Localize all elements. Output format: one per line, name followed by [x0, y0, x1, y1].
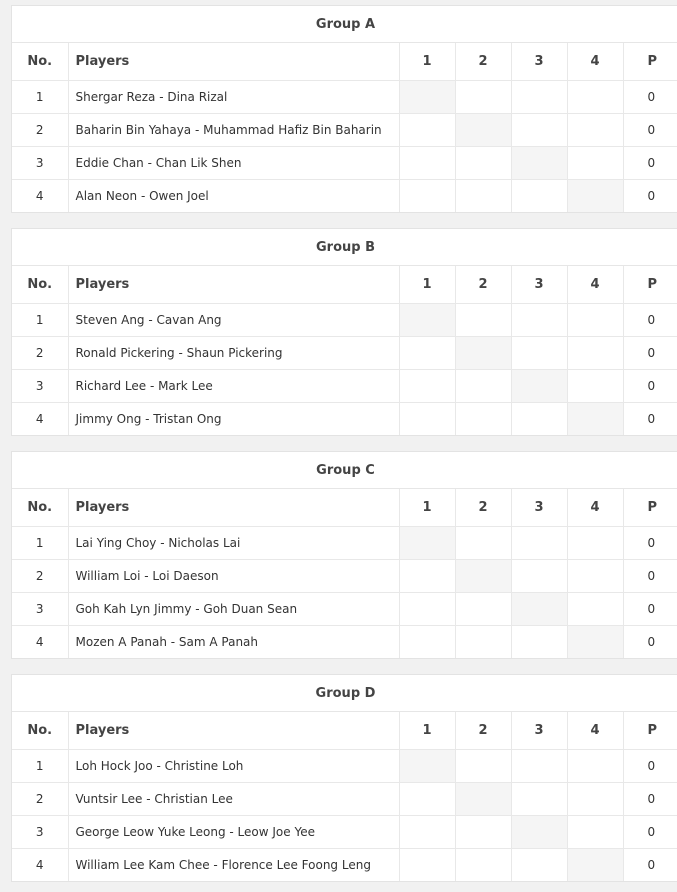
self-match-cell	[567, 625, 623, 658]
player-pair: Lai Ying Choy - Nicholas Lai	[68, 526, 399, 559]
match-result-cell	[399, 336, 455, 369]
match-result-cell	[567, 369, 623, 402]
player-pair: William Loi - Loi Daeson	[68, 559, 399, 592]
match-result-cell	[511, 782, 567, 815]
match-result-cell	[455, 592, 511, 625]
match-result-cell	[399, 815, 455, 848]
player-pair: Vuntsir Lee - Christian Lee	[68, 782, 399, 815]
match-result-cell	[455, 625, 511, 658]
column-header-match-4: 4	[567, 43, 623, 80]
points-cell: 0	[647, 188, 656, 203]
header-row	[12, 266, 677, 303]
match-result-cell	[511, 526, 567, 559]
self-match-cell	[567, 179, 623, 212]
match-result-cell	[567, 113, 623, 146]
header-row	[12, 712, 677, 749]
row-number: 2	[12, 782, 68, 815]
column-header-match-2: 2	[455, 266, 511, 303]
self-match-cell	[511, 369, 567, 402]
table-row	[12, 782, 677, 815]
header-row	[12, 43, 677, 80]
column-header-points: P	[623, 489, 677, 526]
table-row	[12, 336, 677, 369]
match-result-cell	[455, 848, 511, 881]
column-header-match-3: 3	[511, 266, 567, 303]
column-header-no: No.	[12, 266, 68, 303]
match-result-cell	[455, 815, 511, 848]
standings-table	[12, 43, 677, 212]
match-result-cell	[567, 80, 623, 113]
self-match-cell	[399, 80, 455, 113]
points-cell: 0	[623, 146, 677, 179]
points-cell: 0	[623, 80, 677, 113]
player-pair: Alan Neon - Owen Joel	[68, 179, 399, 212]
player-pair: Mozen A Panah - Sam A Panah	[68, 625, 399, 658]
match-result-cell	[567, 146, 623, 179]
match-result-cell	[399, 848, 455, 881]
table-row	[12, 592, 677, 625]
self-match-cell	[399, 526, 455, 559]
table-row	[12, 402, 677, 435]
column-header-match-1: 1	[399, 266, 455, 303]
match-result-cell	[511, 402, 567, 435]
group-table-b	[11, 228, 677, 436]
column-header-players: Players	[68, 489, 399, 526]
group-table-a	[11, 5, 677, 213]
self-match-cell	[455, 559, 511, 592]
match-result-cell	[567, 782, 623, 815]
player-pair: Baharin Bin Yahaya - Muhammad Hafiz Bin Baharin	[68, 113, 399, 146]
column-header-points: P	[623, 43, 677, 80]
column-header-points: P	[623, 266, 677, 303]
match-result-cell	[399, 592, 455, 625]
row-number: 4	[12, 179, 68, 212]
self-match-cell	[399, 303, 455, 336]
match-result-cell	[567, 336, 623, 369]
row-number: 2	[12, 336, 68, 369]
column-header-match-2: 2	[455, 712, 511, 749]
match-result-cell	[511, 80, 567, 113]
points-cell: 0	[647, 634, 656, 649]
self-match-cell	[567, 848, 623, 881]
self-match-cell	[399, 749, 455, 782]
table-row	[12, 526, 677, 559]
match-result-cell	[455, 303, 511, 336]
match-result-cell	[399, 113, 455, 146]
match-result-cell	[511, 179, 567, 212]
row-number: 1	[12, 80, 68, 113]
table-row	[12, 848, 677, 881]
group-title: Group A	[12, 6, 677, 43]
column-header-match-1: 1	[399, 43, 455, 80]
self-match-cell	[455, 113, 511, 146]
player-pair: Goh Kah Lyn Jimmy - Goh Duan Sean	[68, 592, 399, 625]
table-row	[12, 80, 677, 113]
column-header-match-4: 4	[567, 712, 623, 749]
points-cell: 0	[623, 749, 677, 782]
match-result-cell	[567, 592, 623, 625]
table-row	[12, 179, 677, 212]
self-match-cell	[511, 592, 567, 625]
row-number: 1	[12, 526, 68, 559]
group-table-c	[11, 451, 677, 659]
row-number: 3	[12, 815, 68, 848]
points-cell: 0	[623, 559, 677, 592]
row-number: 3	[12, 592, 68, 625]
player-pair: Shergar Reza - Dina Rizal	[68, 80, 399, 113]
points-cell: 0	[647, 411, 656, 426]
row-number: 4	[12, 402, 68, 435]
match-result-cell	[567, 749, 623, 782]
match-result-cell	[511, 848, 567, 881]
row-number: 1	[12, 749, 68, 782]
column-header-match-3: 3	[511, 489, 567, 526]
match-result-cell	[399, 369, 455, 402]
group-title: Group C	[12, 452, 677, 489]
player-pair: Ronald Pickering - Shaun Pickering	[68, 336, 399, 369]
column-header-points: P	[623, 712, 677, 749]
match-result-cell	[567, 526, 623, 559]
player-pair: Jimmy Ong - Tristan Ong	[68, 402, 399, 435]
column-header-match-3: 3	[511, 712, 567, 749]
row-number: 2	[12, 559, 68, 592]
match-result-cell	[399, 402, 455, 435]
match-result-cell	[511, 113, 567, 146]
points-cell: 0	[623, 782, 677, 815]
match-result-cell	[455, 526, 511, 559]
match-result-cell	[455, 369, 511, 402]
points-cell: 0	[647, 857, 656, 872]
points-cell: 0	[623, 303, 677, 336]
player-pair: Richard Lee - Mark Lee	[68, 369, 399, 402]
column-header-match-4: 4	[567, 266, 623, 303]
match-result-cell	[455, 179, 511, 212]
table-row	[12, 815, 677, 848]
match-result-cell	[511, 336, 567, 369]
match-result-cell	[567, 815, 623, 848]
column-header-match-2: 2	[455, 43, 511, 80]
match-result-cell	[511, 559, 567, 592]
table-row	[12, 146, 677, 179]
player-pair: George Leow Yuke Leong - Leow Joe Yee	[68, 815, 399, 848]
match-result-cell	[567, 559, 623, 592]
points-cell: 0	[623, 592, 677, 625]
column-header-match-3: 3	[511, 43, 567, 80]
points-cell: 0	[623, 815, 677, 848]
header-row	[12, 489, 677, 526]
column-header-match-4: 4	[567, 489, 623, 526]
standings-table	[12, 712, 677, 881]
row-number: 4	[12, 625, 68, 658]
match-result-cell	[511, 749, 567, 782]
column-header-match-2: 2	[455, 489, 511, 526]
match-result-cell	[399, 146, 455, 179]
match-result-cell	[399, 625, 455, 658]
player-pair: Loh Hock Joo - Christine Loh	[68, 749, 399, 782]
row-number: 3	[12, 146, 68, 179]
row-number: 3	[12, 369, 68, 402]
match-result-cell	[455, 749, 511, 782]
standings-table	[12, 266, 677, 435]
table-row	[12, 113, 677, 146]
column-header-no: No.	[12, 43, 68, 80]
row-number: 1	[12, 303, 68, 336]
points-cell: 0	[623, 526, 677, 559]
row-number: 4	[12, 848, 68, 881]
match-result-cell	[455, 402, 511, 435]
table-row	[12, 749, 677, 782]
column-header-players: Players	[68, 266, 399, 303]
points-cell: 0	[623, 336, 677, 369]
standings-table	[12, 489, 677, 658]
group-title: Group D	[12, 675, 677, 712]
table-row	[12, 369, 677, 402]
player-pair: Steven Ang - Cavan Ang	[68, 303, 399, 336]
match-result-cell	[399, 179, 455, 212]
group-table-d	[11, 674, 677, 882]
points-cell: 0	[623, 369, 677, 402]
column-header-no: No.	[12, 712, 68, 749]
match-result-cell	[511, 303, 567, 336]
match-result-cell	[455, 146, 511, 179]
player-pair: William Lee Kam Chee - Florence Lee Foong Leng	[68, 848, 399, 881]
column-header-match-1: 1	[399, 489, 455, 526]
match-result-cell	[399, 559, 455, 592]
self-match-cell	[511, 146, 567, 179]
match-result-cell	[567, 303, 623, 336]
table-row	[12, 559, 677, 592]
self-match-cell	[455, 336, 511, 369]
group-title: Group B	[12, 229, 677, 266]
column-header-players: Players	[68, 43, 399, 80]
match-result-cell	[511, 625, 567, 658]
match-result-cell	[455, 80, 511, 113]
self-match-cell	[511, 815, 567, 848]
self-match-cell	[567, 402, 623, 435]
player-pair: Eddie Chan - Chan Lik Shen	[68, 146, 399, 179]
self-match-cell	[455, 782, 511, 815]
points-cell: 0	[623, 113, 677, 146]
column-header-no: No.	[12, 489, 68, 526]
row-number: 2	[12, 113, 68, 146]
table-row	[12, 303, 677, 336]
column-header-players: Players	[68, 712, 399, 749]
match-result-cell	[399, 782, 455, 815]
column-header-match-1: 1	[399, 712, 455, 749]
table-row	[12, 625, 677, 658]
